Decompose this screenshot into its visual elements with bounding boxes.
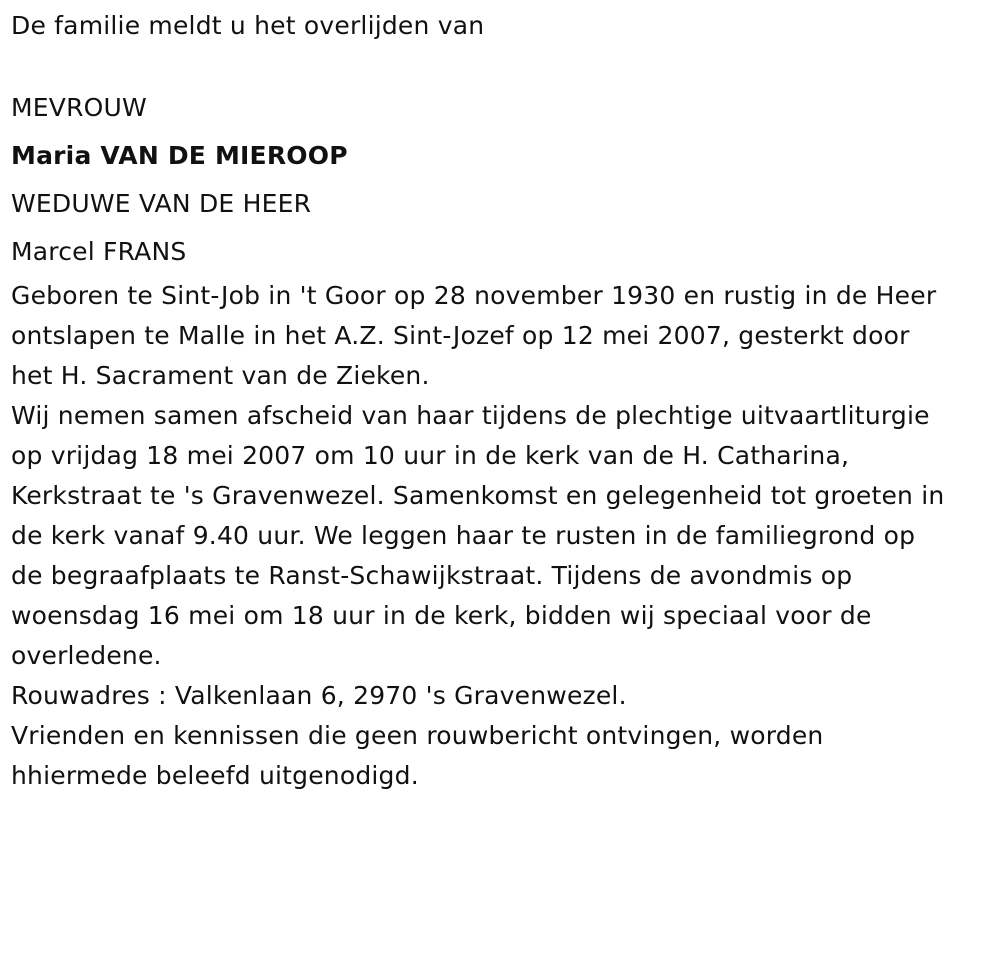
paragraph-line: Vrienden en kennissen die geen rouwbericht ontvingen, worden: [11, 721, 824, 750]
paragraph-line: Wij nemen samen afscheid van haar tijdens de plechtige uitvaartliturgie: [11, 401, 930, 430]
paragraph-line: woensdag 16 mei om 18 uur in de kerk, bidden wij speciaal voor de: [11, 601, 872, 630]
invitation-paragraph: [11, 716, 991, 796]
widow-of-line: WEDUWE VAN DE HEER: [11, 189, 312, 218]
paragraph-line: de begraafplaats te Ranst-Schawijkstraat. Tijdens de avondmis op: [11, 561, 853, 590]
deceased-header: [11, 84, 991, 276]
mourning-address: Rouwadres : Valkenlaan 6, 2970 's Gravenwezel.: [11, 681, 627, 710]
paragraph-line: Kerkstraat te 's Gravenwezel. Samenkomst en gelegenheid tot groeten in: [11, 481, 945, 510]
address-paragraph: [11, 676, 991, 716]
paragraph-line: Geboren te Sint-Job in 't Goor op 28 november 1930 en rustig in de Heer: [11, 281, 937, 310]
birth-paragraph: [11, 276, 991, 396]
deceased-name: Maria VAN DE MIEROOP: [11, 141, 348, 170]
death-notice: [11, 0, 991, 796]
paragraph-line: het H. Sacrament van de Zieken.: [11, 361, 430, 390]
funeral-paragraph: [11, 396, 991, 676]
title-line: MEVROUW: [11, 93, 147, 122]
spouse-name: Marcel FRANS: [11, 237, 187, 266]
intro-line: De familie meldt u het overlijden van: [11, 11, 485, 40]
paragraph-line: hhiermede beleefd uitgenodigd.: [11, 761, 419, 790]
paragraph-line: op vrijdag 18 mei 2007 om 10 uur in de kerk van de H. Catharina,: [11, 441, 850, 470]
paragraph-line: overledene.: [11, 641, 162, 670]
paragraph-line: ontslapen te Malle in het A.Z. Sint-Jozef op 12 mei 2007, gesterkt door: [11, 321, 910, 350]
paragraph-line: de kerk vanaf 9.40 uur. We leggen haar te rusten in de familiegrond op: [11, 521, 916, 550]
